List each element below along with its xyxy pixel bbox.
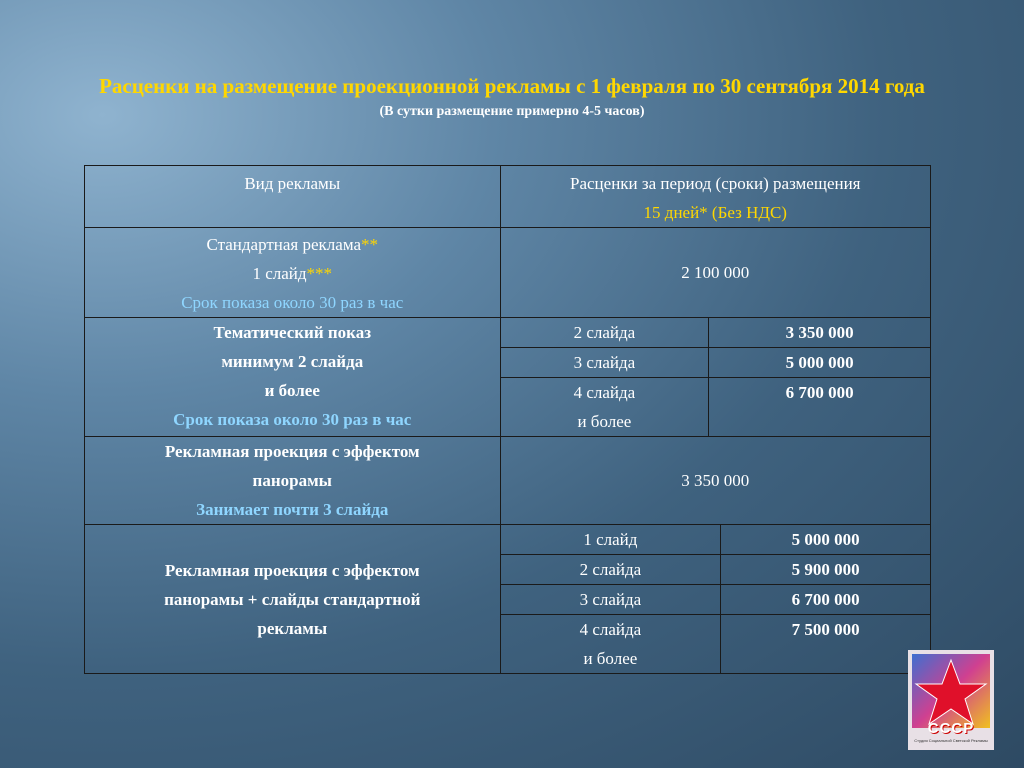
- panorama-line2: панорамы: [252, 471, 332, 490]
- thematic-slides-4: [500, 378, 709, 437]
- logo-background: [912, 654, 990, 728]
- combo-line3: рекламы: [257, 618, 328, 638]
- combo-price-3: 6 700 000: [721, 585, 931, 615]
- combo-line2: панорамы + слайды стандартной: [164, 589, 421, 609]
- standard-line1-mark: **: [361, 235, 379, 254]
- thematic-slides-4-line1: 4 слайда: [573, 383, 636, 402]
- thematic-line3: и более: [264, 381, 320, 400]
- thematic-line1: Тематический показ: [213, 323, 372, 342]
- page-subtitle: (В сутки размещение примерно 4-5 часов): [379, 104, 645, 119]
- thematic-line4: Срок показа около 30 раз в час: [173, 410, 412, 429]
- thematic-slides-3: 3 слайда: [500, 348, 709, 378]
- combo-price-1: 5 000 000: [721, 525, 931, 555]
- combo-slides-4-line1: 4 слайда: [579, 620, 642, 639]
- row-thematic-1: [85, 318, 931, 348]
- row-combo-1: [85, 525, 931, 555]
- combo-description: [85, 525, 501, 674]
- thematic-price-2: 3 350 000: [709, 318, 931, 348]
- thematic-price-3: 5 000 000: [709, 348, 931, 378]
- standard-line3: Срок показа около 30 раз в час: [181, 293, 404, 312]
- header-prices-line1: Расценки за период (сроки) размещения: [570, 174, 861, 193]
- combo-slides-4-line2: и более: [583, 649, 638, 668]
- thematic-slides-2: 2 слайда: [500, 318, 709, 348]
- price-table: [84, 165, 931, 674]
- row-panorama: [85, 437, 931, 525]
- header-prices: [500, 166, 930, 228]
- header-ad-type-label: Вид рекламы: [244, 174, 341, 193]
- standard-line1: Стандартная реклама: [206, 235, 362, 254]
- thematic-price-4: 6 700 000: [709, 378, 931, 437]
- thematic-slides-4-line2: и более: [577, 412, 632, 431]
- combo-line1: Рекламная проекция с эффектом: [164, 560, 420, 580]
- thematic-description: [85, 318, 501, 437]
- star-icon: [912, 654, 990, 728]
- panorama-line1: Рекламная проекция с эффектом: [164, 442, 420, 461]
- header-prices-line2: 15 дней* (Без НДС): [643, 203, 787, 222]
- combo-price-2: 5 900 000: [721, 555, 931, 585]
- combo-slides-1: 1 слайд: [500, 525, 721, 555]
- standard-description: [85, 228, 501, 318]
- logo-subtext: Студия Социальной Светской Рекламы: [914, 738, 988, 743]
- combo-slides-3: 3 слайда: [500, 585, 721, 615]
- panorama-description: [85, 437, 501, 525]
- thematic-line2: минимум 2 слайда: [221, 352, 364, 371]
- combo-price-4: 7 500 000: [721, 615, 931, 674]
- standard-price: 2 100 000: [500, 228, 930, 318]
- header-row: [85, 166, 931, 228]
- panorama-price: 3 350 000: [500, 437, 930, 525]
- combo-slides-2: 2 слайда: [500, 555, 721, 585]
- standard-line2: 1 слайд: [252, 264, 307, 283]
- logo: [908, 650, 994, 750]
- header-ad-type: [85, 166, 501, 228]
- panorama-line3: Занимает почти 3 слайда: [196, 500, 389, 519]
- logo-text: СССР: [927, 720, 975, 737]
- standard-line2-mark: ***: [306, 264, 333, 283]
- page-title: Расценки на размещение проекционной рекламы с 1 февраля по 30 сентября 2014 года: [99, 74, 925, 98]
- combo-slides-4: [500, 615, 721, 674]
- row-standard: [85, 228, 931, 318]
